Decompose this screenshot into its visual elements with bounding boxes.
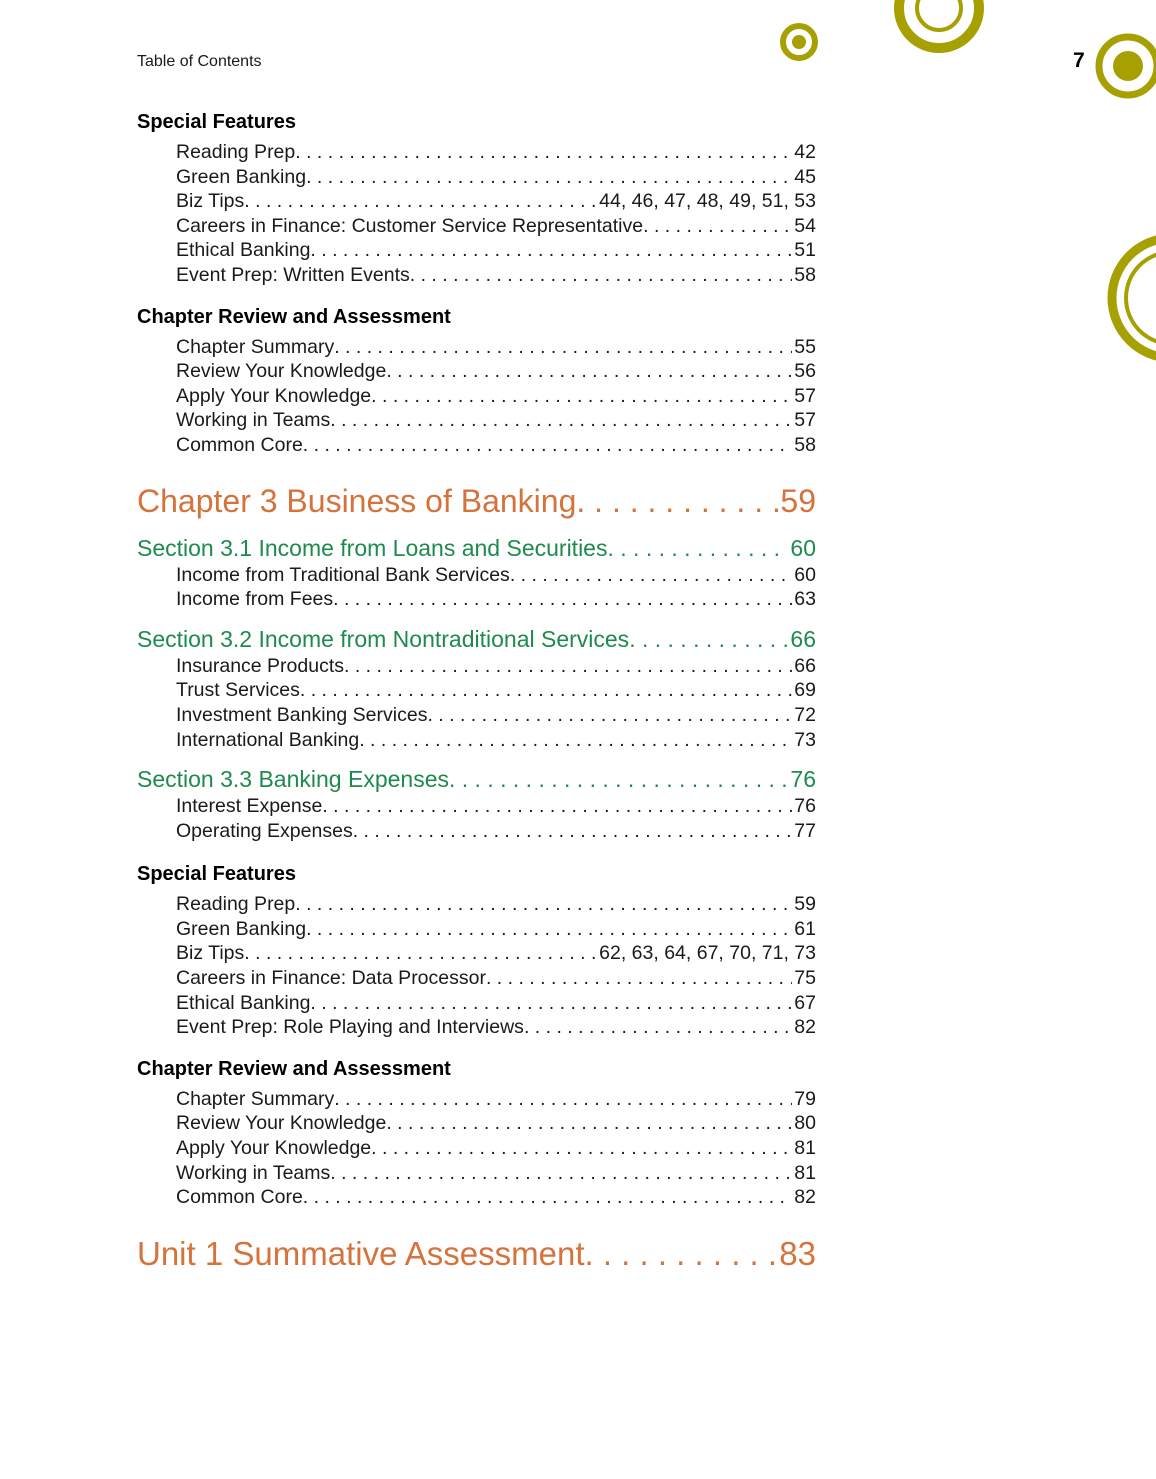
dot-leader xyxy=(306,165,792,190)
dot-leader xyxy=(371,1136,792,1161)
entry-label: Working in Teams xyxy=(176,1161,331,1184)
toc-entry[interactable] xyxy=(137,819,816,844)
toc-entry[interactable] xyxy=(137,917,816,942)
entry-page: 62, 63, 64, 67, 70, 71, 73 xyxy=(599,942,816,965)
section-heading[interactable] xyxy=(137,533,816,563)
entry-label: Income from Traditional Bank Services xyxy=(176,563,510,586)
entry-page: 76 xyxy=(794,795,816,818)
special-features-group xyxy=(137,110,816,288)
table-of-contents xyxy=(137,110,816,1274)
dot-leader xyxy=(607,533,788,563)
entry-page: 45 xyxy=(794,165,816,188)
dot-leader xyxy=(244,189,597,214)
entry-label: Chapter Summary xyxy=(176,1087,335,1110)
entry-page: 57 xyxy=(794,409,816,432)
entry-page: 42 xyxy=(794,141,816,163)
toc-entry[interactable] xyxy=(137,335,816,360)
entry-label: Event Prep: Role Playing and Interviews xyxy=(176,1016,524,1039)
entry-label: Insurance Products xyxy=(176,654,345,677)
section-page: 66 xyxy=(790,625,816,652)
dot-leader xyxy=(300,678,792,703)
toc-entry[interactable] xyxy=(137,140,816,165)
entry-label: Green Banking xyxy=(176,917,307,940)
dot-leader xyxy=(585,1234,778,1274)
toc-entry[interactable] xyxy=(137,587,816,612)
entry-page: 81 xyxy=(794,1137,816,1160)
entry-label: Interest Expense xyxy=(176,795,323,818)
dot-leader xyxy=(303,1185,793,1210)
toc-entry[interactable] xyxy=(137,892,816,917)
toc-entry[interactable] xyxy=(137,728,816,753)
dot-leader xyxy=(303,433,793,458)
entry-label: Ethical Banking xyxy=(176,991,311,1014)
entry-label: Common Core xyxy=(176,1186,303,1209)
entry-page: 79 xyxy=(794,1087,816,1110)
running-head: Table of Contents xyxy=(137,53,262,70)
dot-leader xyxy=(295,140,792,165)
dot-leader xyxy=(386,1111,792,1136)
toc-entry[interactable] xyxy=(137,678,816,703)
section-3-2 xyxy=(137,624,816,752)
entry-page: 51 xyxy=(794,239,816,262)
entry-page: 63 xyxy=(794,588,816,611)
toc-entry[interactable] xyxy=(137,1185,816,1210)
toc-entry[interactable] xyxy=(137,238,816,263)
entry-label: Apply Your Knowledge xyxy=(176,1137,372,1160)
toc-entry[interactable] xyxy=(137,563,816,588)
entry-label: Common Core xyxy=(176,433,303,456)
toc-entry[interactable] xyxy=(137,1015,816,1040)
dot-leader xyxy=(295,892,792,917)
toc-entry[interactable] xyxy=(137,1111,816,1136)
target-ring-icon xyxy=(1099,37,1156,95)
dot-leader xyxy=(330,408,792,433)
section-title: Section 3.3 Banking Expenses xyxy=(137,766,449,793)
toc-entry[interactable] xyxy=(137,1136,816,1161)
unit-title: Unit 1 Summative Assessment xyxy=(137,1234,585,1272)
dot-leader xyxy=(629,624,788,654)
entry-page: 80 xyxy=(794,1112,816,1135)
toc-entry[interactable] xyxy=(137,408,816,433)
dot-leader xyxy=(322,794,792,819)
entry-label: Reading Prep xyxy=(176,893,296,916)
section-title: Section 3.2 Income from Nontraditional Services xyxy=(137,625,630,652)
entry-page: 82 xyxy=(794,1016,816,1039)
dot-leader xyxy=(524,1015,792,1040)
entry-label: Event Prep: Written Events xyxy=(176,263,410,286)
entry-label: Green Banking xyxy=(176,165,307,188)
entry-page: 56 xyxy=(794,360,816,383)
chapter-review-group xyxy=(137,305,816,458)
entry-label: Reading Prep xyxy=(176,141,296,163)
dot-leader xyxy=(359,728,792,753)
toc-entry[interactable] xyxy=(137,1161,816,1186)
entry-page: 66 xyxy=(794,654,816,677)
toc-entry[interactable] xyxy=(137,214,816,239)
entry-page: 69 xyxy=(794,679,816,702)
unit-page: 83 xyxy=(779,1234,816,1272)
toc-entry[interactable] xyxy=(137,941,816,966)
entry-page: 58 xyxy=(794,263,816,286)
entry-label: Operating Expenses xyxy=(176,819,353,842)
toc-entry[interactable] xyxy=(137,991,816,1016)
dot-leader xyxy=(333,587,792,612)
group-heading: Chapter Review and Assessment xyxy=(137,1057,451,1080)
dot-leader xyxy=(410,263,793,288)
toc-entry[interactable] xyxy=(137,703,816,728)
section-3-3 xyxy=(137,764,816,843)
entry-page: 73 xyxy=(794,728,816,751)
dot-leader xyxy=(643,214,792,239)
entry-page: 54 xyxy=(794,214,816,237)
toc-entry[interactable] xyxy=(137,654,816,679)
toc-entry[interactable] xyxy=(137,359,816,384)
dot-leader xyxy=(449,764,788,794)
entry-page: 59 xyxy=(794,893,816,916)
dot-leader xyxy=(334,1087,792,1112)
entry-label: Review Your Knowledge xyxy=(176,1112,387,1135)
toc-entry[interactable] xyxy=(137,263,816,288)
dot-leader xyxy=(353,819,793,844)
entry-label: Working in Teams xyxy=(176,409,331,432)
entry-page: 72 xyxy=(794,703,816,726)
entry-page: 75 xyxy=(794,967,816,990)
dot-leader xyxy=(371,384,792,409)
double-arc-icon xyxy=(1112,238,1156,358)
group-heading: Special Features xyxy=(137,863,296,886)
dot-leader xyxy=(310,991,792,1016)
unit-assessment-heading[interactable] xyxy=(137,1234,816,1274)
entry-page: 77 xyxy=(794,819,816,842)
dot-leader xyxy=(330,1161,792,1186)
dot-leader xyxy=(244,941,597,966)
entry-label: Apply Your Knowledge xyxy=(176,384,372,407)
entry-label: International Banking xyxy=(176,728,360,751)
entry-label: Biz Tips xyxy=(176,190,245,213)
chapter-3-heading[interactable] xyxy=(137,481,816,521)
group-heading: Chapter Review and Assessment xyxy=(137,305,451,328)
dot-leader xyxy=(386,359,792,384)
toc-entry[interactable] xyxy=(137,165,816,190)
group-heading: Special Features xyxy=(137,111,296,133)
entry-label: Careers in Finance: Customer Service Representative xyxy=(176,214,644,237)
entry-label: Biz Tips xyxy=(176,942,245,965)
toc-entry[interactable] xyxy=(137,433,816,458)
entry-label: Income from Fees xyxy=(176,588,334,611)
toc-entry[interactable] xyxy=(137,189,816,214)
section-heading[interactable] xyxy=(137,764,816,794)
entry-label: Review Your Knowledge xyxy=(176,360,387,383)
dot-leader xyxy=(306,917,792,942)
page-number: 7 xyxy=(1073,49,1085,72)
chapter-title: Chapter 3 Business of Banking xyxy=(137,482,577,519)
section-3-1 xyxy=(137,533,816,612)
toc-entry[interactable] xyxy=(137,1087,816,1112)
dot-leader xyxy=(510,563,792,588)
dot-leader xyxy=(576,481,778,521)
entry-page: 55 xyxy=(794,335,816,358)
entry-page: 81 xyxy=(794,1161,816,1184)
chapter-review-group xyxy=(137,1057,816,1210)
entry-page: 67 xyxy=(794,991,816,1014)
section-page: 60 xyxy=(790,534,816,561)
section-heading[interactable] xyxy=(137,624,816,654)
dot-leader xyxy=(334,335,792,360)
section-title: Section 3.1 Income from Loans and Securities xyxy=(137,534,608,561)
dot-leader xyxy=(344,654,792,679)
section-page: 76 xyxy=(790,766,816,793)
dot-leader xyxy=(310,238,792,263)
toc-entry[interactable] xyxy=(137,384,816,409)
entry-label: Trust Services xyxy=(176,679,300,702)
entry-page: 57 xyxy=(794,384,816,407)
toc-entry[interactable] xyxy=(137,794,816,819)
entry-label: Chapter Summary xyxy=(176,335,335,358)
chapter-page: 59 xyxy=(780,482,816,519)
entry-page: 58 xyxy=(794,433,816,456)
entry-label: Ethical Banking xyxy=(176,239,311,262)
target-ring-icon xyxy=(783,26,815,58)
entry-page: 44, 46, 47, 48, 49, 51, 53 xyxy=(599,190,816,213)
special-features-group xyxy=(137,862,816,1040)
dot-leader xyxy=(486,966,792,991)
entry-page: 60 xyxy=(794,563,816,586)
entry-page: 61 xyxy=(794,917,816,940)
hollow-ring-icon xyxy=(899,0,979,48)
entry-label: Investment Banking Services xyxy=(176,703,428,726)
toc-entry[interactable] xyxy=(137,966,816,991)
entry-label: Careers in Finance: Data Processor xyxy=(176,967,486,990)
dot-leader xyxy=(427,703,792,728)
entry-page: 82 xyxy=(794,1186,816,1209)
